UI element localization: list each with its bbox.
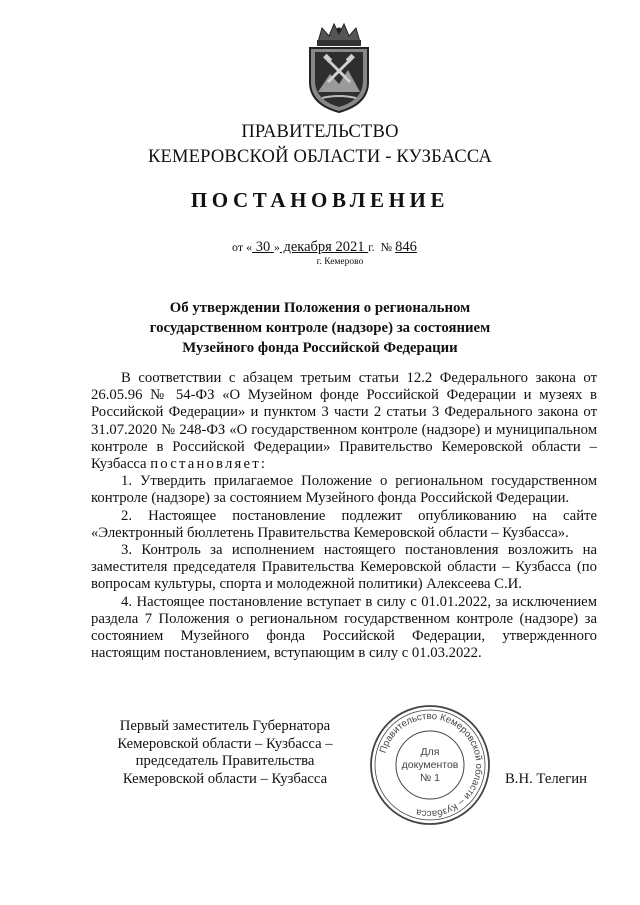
stamp-center-line3: № 1 bbox=[419, 772, 441, 784]
date-prefix: от bbox=[232, 240, 244, 254]
date-day: 30 bbox=[252, 239, 274, 255]
decree-word: постановляет: bbox=[150, 456, 268, 473]
item-2-paragraph: 2. Настоящее постановление подлежит опубликованию на сайте «Электронный бюллетень Правительства Кемеровской области – Кузбасса». bbox=[91, 507, 597, 541]
org-name-line2: КЕМЕРОВСКОЙ ОБЛАСТИ - КУЗБАССА bbox=[147, 147, 493, 167]
document-subject bbox=[0, 298, 640, 358]
subject-line: Музейного фонда Российской Федерации bbox=[182, 340, 458, 356]
org-name-line1: ПРАВИТЕЛЬСТВО bbox=[241, 122, 399, 142]
coat-of-arms-emblem bbox=[302, 22, 376, 114]
date-quote-open: « bbox=[246, 240, 253, 254]
document-type-title: ПОСТАНОВЛЕНИЕ bbox=[190, 188, 450, 212]
stamp-ring-text: Правительство Кемеровской области – Кузбасса bbox=[377, 710, 485, 820]
subject-line: Об утверждении Положения о региональном bbox=[169, 300, 471, 316]
date-year-suffix: г. bbox=[368, 240, 375, 254]
preamble-paragraph bbox=[91, 370, 597, 473]
subject-line: государственном контроле (надзоре) за состоянием bbox=[149, 320, 491, 336]
date-number-line bbox=[232, 239, 482, 256]
city-label: г. Кемерово bbox=[316, 257, 364, 267]
document-body bbox=[91, 370, 597, 662]
document-number: 846 bbox=[395, 239, 417, 255]
item-3-paragraph: 3. Контроль за исполнением настоящего постановления возложить на заместителя председателя Правительства Кемеровской области – Кузбасса (по вопросам культуры, спорта и молодежной политики) Алексеева С.И. bbox=[91, 542, 597, 593]
number-sign: № bbox=[380, 240, 393, 254]
signatory-title-line: Первый заместитель Губернатора bbox=[119, 718, 331, 734]
item-4-paragraph: 4. Настоящее постановление вступает в силу с 01.01.2022, за исключением раздела 7 Положения о региональном государственном контроле (надзоре) за состоянием Музейного фонда Российской Федерации, утвержденного настоящим постановлением, вступающим в силу с 01.03.2022. bbox=[91, 593, 597, 662]
preamble-text: В соответствии с абзацем третьим статьи 12.2 Федерального закона от 26.05.96 № 54-ФЗ «О Музейном фонде Российской Федерации и музеях в Российской Федерации» и пунктом 3 части 2 статьи 3 Федерального закона от 31.07.2020 № 248-ФЗ «О государственном контроле (надзоре) и муниципальном контроле в Российской Федерации» Правительство Кемеровской области – Кузбасса bbox=[91, 370, 597, 473]
item-1-paragraph: 1. Утвердить прилагаемое Положение о региональном государственном контроле (надзоре) за состоянием Музейного фонда Российской Федерации. bbox=[91, 473, 597, 507]
official-seal-stamp bbox=[368, 703, 492, 827]
signatory-name: В.Н. Телегин bbox=[505, 771, 587, 787]
signatory-title-line: председатель Правительства bbox=[135, 753, 315, 770]
stamp-center-line2: документов bbox=[401, 759, 459, 771]
signatory-title-line: Кемеровской области – Кузбасса – bbox=[117, 735, 333, 752]
signatory-title bbox=[94, 718, 356, 788]
stamp-center-line1: Для bbox=[420, 746, 440, 758]
date-quote-close: » bbox=[273, 240, 280, 254]
date-month-year: декабря 2021 bbox=[279, 239, 369, 255]
signatory-title-line: Кемеровской области – Кузбасса bbox=[122, 770, 328, 787]
